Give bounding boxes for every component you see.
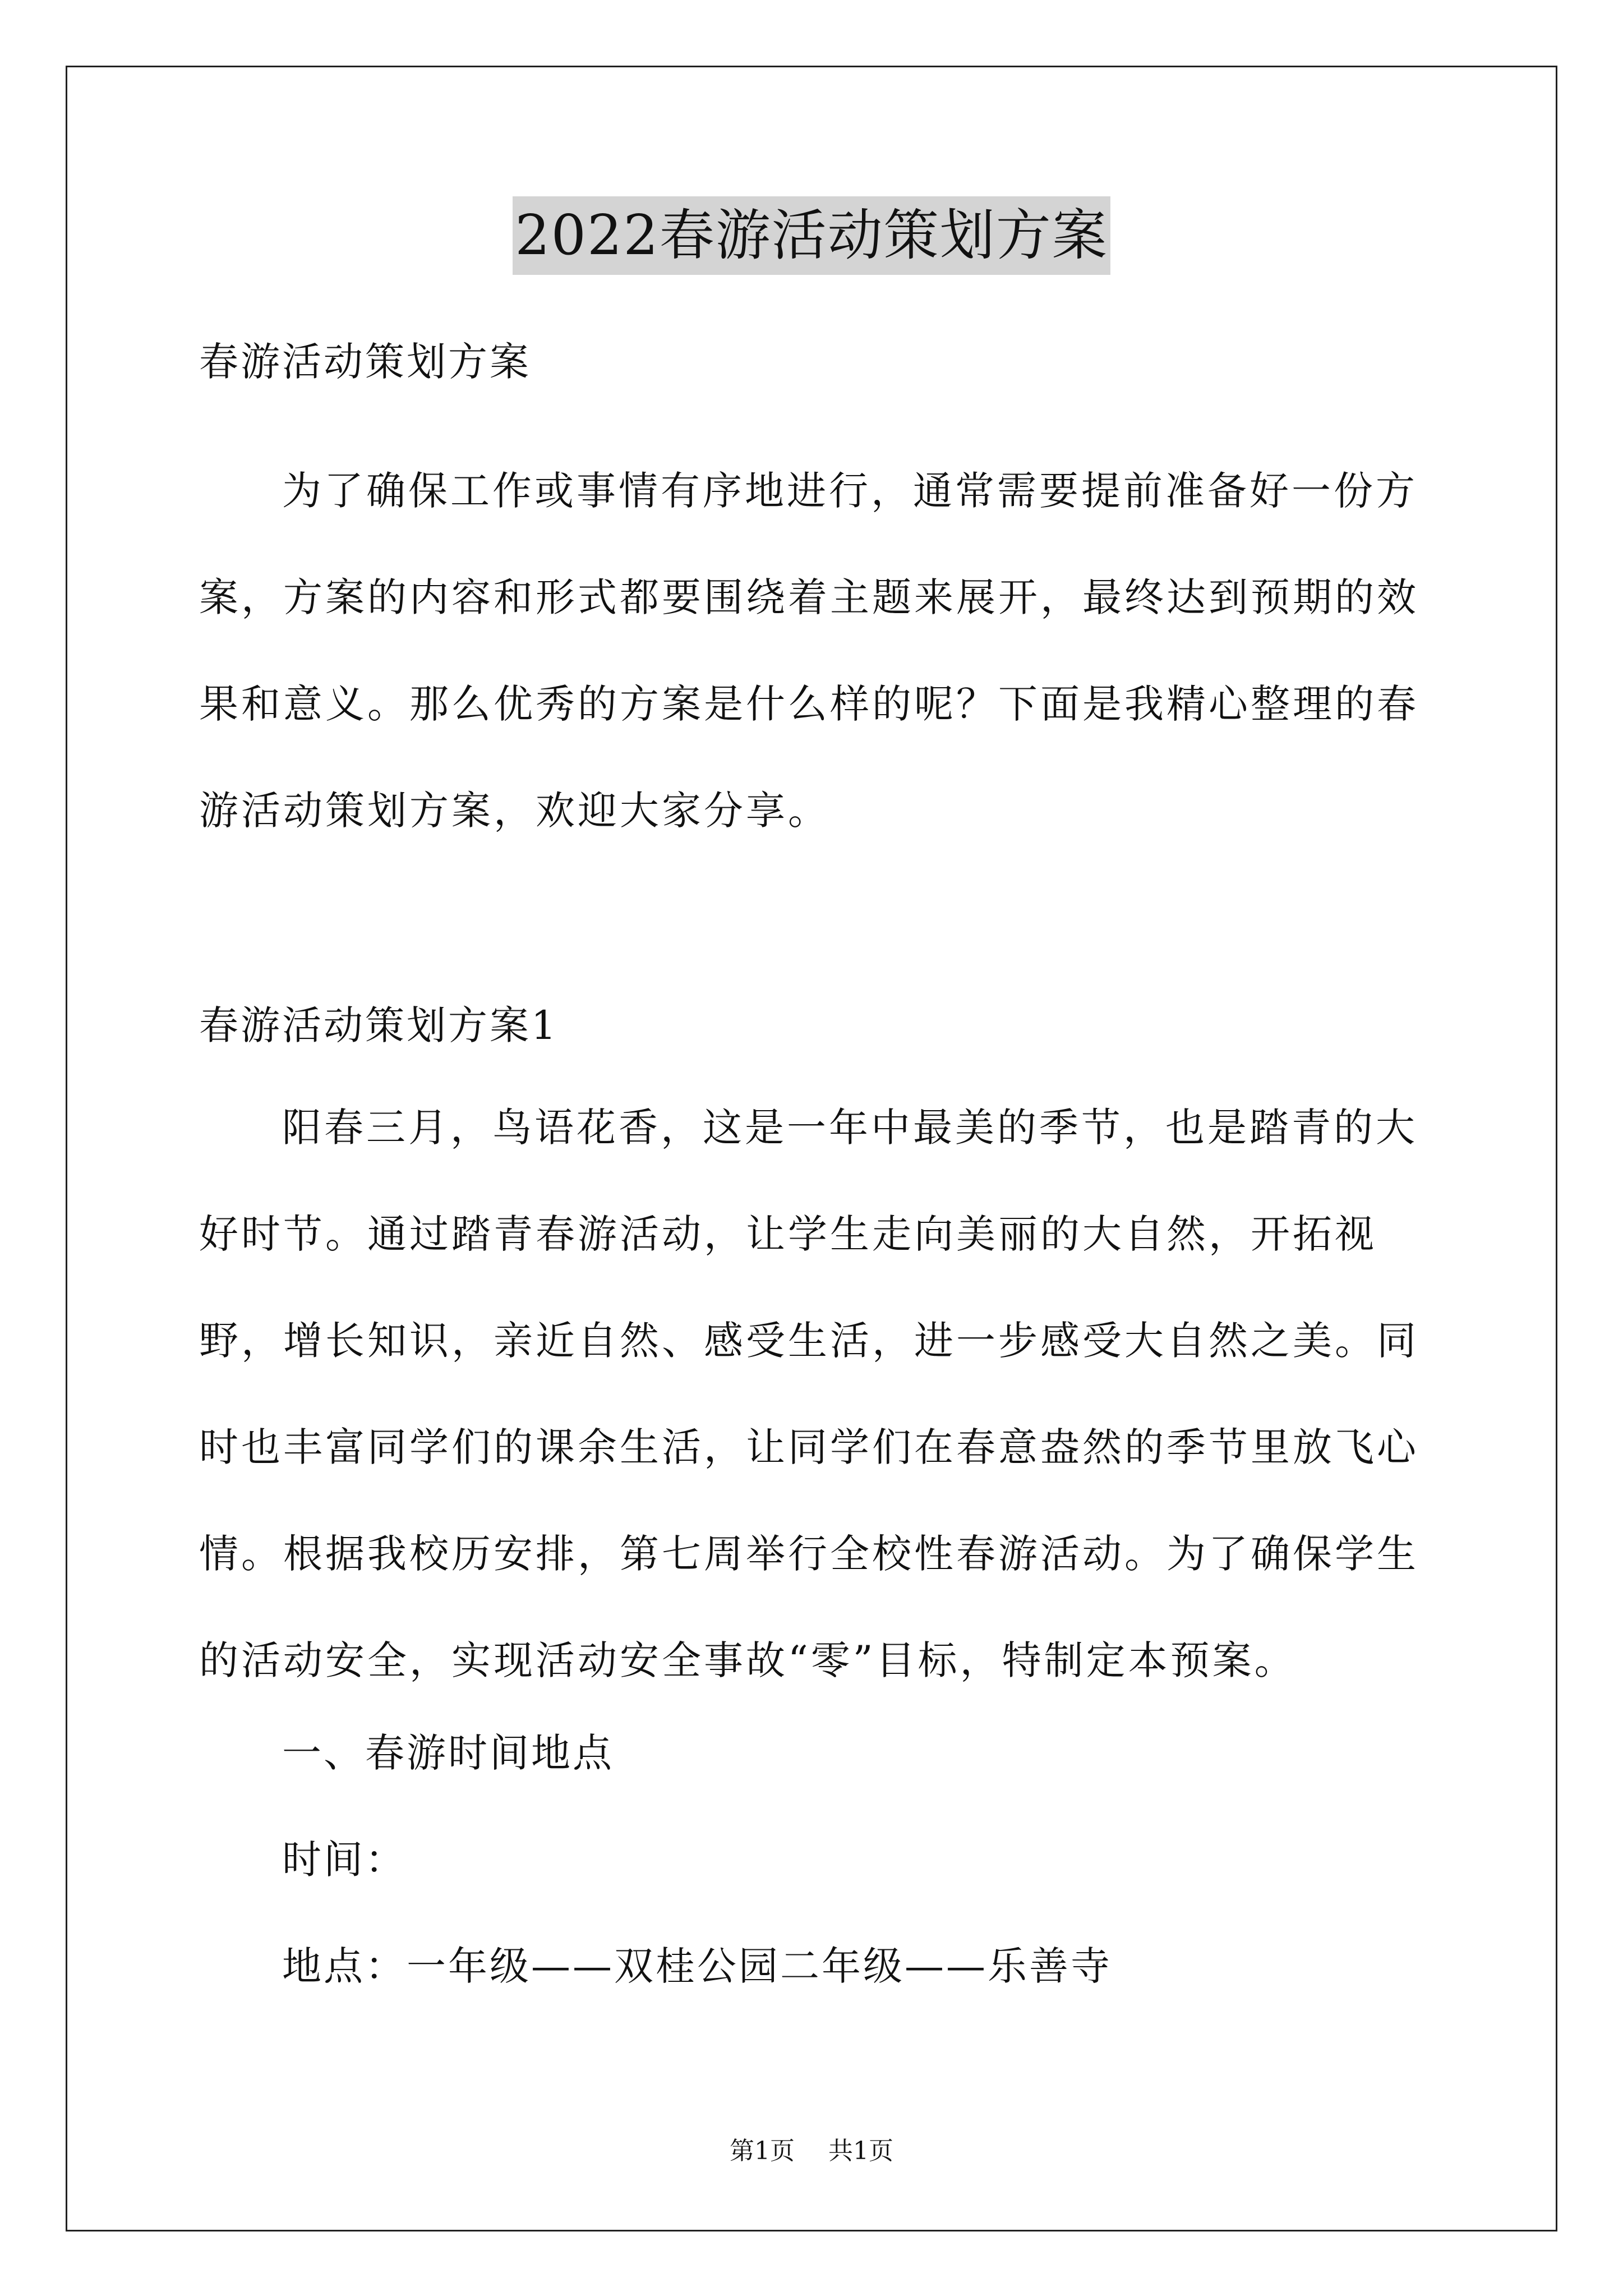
intro-paragraph: 为了确保工作或事情有序地进行，通常需要提前准备好一份方案，方案的内容和形式都要围绕着主题来展开，最终达到预期的效果和意义。那么优秀的方案是什么样的呢？下面是我精心整理的春游活动策划方案，欢迎大家分享。 — [199, 468, 1419, 834]
list-item-time: 时间： — [282, 1837, 407, 1883]
title-container — [0, 196, 1623, 275]
document-title: 2022春游活动策划方案 — [513, 196, 1110, 275]
section-heading: 春游活动策划方案1 — [199, 1002, 559, 1048]
section-paragraph: 阳春三月，鸟语花香，这是一年中最美的季节，也是踏青的大好时节。通过踏青春游活动，让学生走向美丽的大自然，开拓视野，增长知识，亲近自然、感受生活，进一步感受大自然之美。同时也丰富同学们的课余生活，让同学们在春意盎然的季节里放飞心情。根据我校历安排，第七周举行全校性春游活动。为了确保学生的活动安全，实现活动安全事故“零”目标，特制定本预案。 — [199, 1105, 1419, 1683]
list-item-location: 地点：一年级——双桂公园二年级——乐善寺 — [282, 1943, 1112, 1989]
page-total: 共1页 — [828, 2137, 893, 2165]
document-subtitle: 春游活动策划方案 — [199, 339, 531, 385]
page-footer — [0, 2134, 1623, 2168]
page-number: 第1页 — [730, 2137, 795, 2165]
list-item-heading: 一、春游时间地点 — [282, 1730, 614, 1776]
